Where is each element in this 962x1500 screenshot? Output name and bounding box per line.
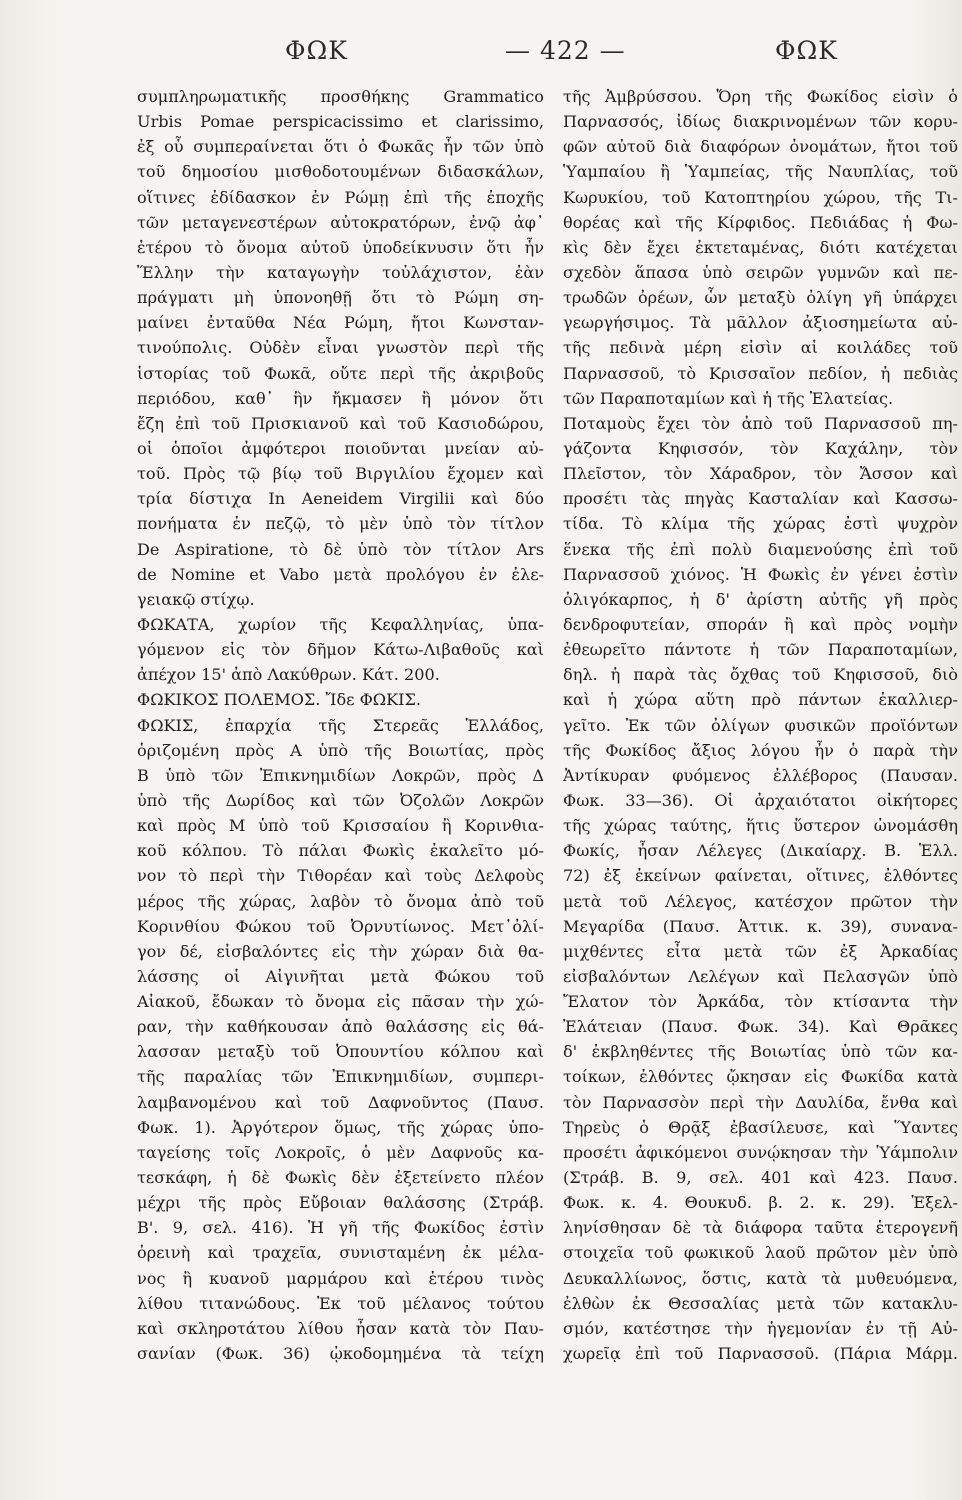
text-line: ἑτέρου τὸ ὄνομα αὐτοῦ ὑποδείκνυσιν ὅτι ἦν [137,237,544,257]
text-line: τίδα. Τὸ κλίμα τῆς χώρας ἐστὶ ψυχρὸν [563,514,958,534]
text-line: ΦΩΚΙΣ, ἐπαρχία τῆς Στερεᾶς Ἑλλάδος, [137,715,544,735]
text-line: κοῦ κόλπου. Τὸ πάλαι Φωκὶς ἐκαλεῖτο μό- [137,841,544,861]
text-line: ἐξ οὗ συμπεραίνεται ὅτι ὁ Φωκᾶς ἦν τῶν ὑπὸ [137,137,544,157]
text-line: τῆς παραλίας τῶν Ἐπικνημιδίων, συμπερι- [137,1067,544,1087]
text-line: μετὰ τοῦ Λέλεγος, κατέσχον πρῶτον τὴν [563,891,958,911]
text-line: τῆς χώρας ταύτης, ἥτις ὕστερον ὠνομάσθη [563,816,958,836]
header-left-word: ΦΩΚ [285,36,348,65]
text-line: γεῖτο. Ἐκ τῶν ὀλίγων φυσικῶν προϊόντων [563,715,958,735]
text-line: δηλ. ἡ παρὰ τὰς ὄχθας τοῦ Κηφισσοῦ, διὸ [563,665,958,685]
text-line: λάσσης οἱ Αἰγινῆται μετὰ Φώκου τοῦ [137,966,544,986]
text-line: σχεδὸν ἅπασα ὑπὸ σειρῶν γυμνῶν καὶ πε- [563,262,958,282]
text-line: ὁριζομένη πρὸς Α ὑπὸ τῆς Βοιωτίας, πρὸς [137,740,544,760]
text-line: Urbis Pomae perspicacissimo et clarissimo, [137,112,544,132]
text-line: Δευκαλλίωνος, ὅστις, κατὰ τὰ μυθευόμενα, [563,1268,958,1288]
page-number: — 422 — [505,36,626,65]
text-line: 72) ἐξ ἐκείνων φαίνεται, οἵτινες, ἐλθόντες [563,866,958,886]
text-line: τρία δίστιχα In Aeneidem Virgilii καὶ δύο [137,489,544,509]
text-line: πράγματι μὴ ὑπονοηθῇ ὅτι τὸ Ρώμη ση- [137,288,544,308]
text-line: τεσκάφη, ἡ δὲ Φωκὶς δὲν ἐξετείνετο πλέον [137,1168,544,1188]
text-line: ΦΩΚΙΚΟΣ ΠΟΛΕΜΟΣ. Ἴδε ΦΩΚΙΣ. [137,690,421,710]
left-text-column [137,84,544,1366]
text-line: Παρνασσοῦ χιόνος. Ἡ Φωκὶς ἐν γένει ἐστὶν [563,564,958,584]
text-line: τῆς Ἀμβρύσσου. Ὄρη τῆς Φωκίδος εἰσὶν ὁ [563,87,958,106]
text-line: τῆς πεδινὰ μέρη εἰσὶν αἱ κοιλάδες τοῦ [563,338,958,358]
text-line: ἐθεωρεῖτο πάντοτε ἡ τῶν Παραποταμίων, [563,640,958,660]
text-line: οἱ ὁποῖοι ἀμφότεροι ποιοῦνται μνείαν αὐ- [137,438,544,458]
text-line: τοῦ. Πρὸς τῷ βίῳ τοῦ Βιργιλίου ἔχομεν καὶ [137,464,544,484]
text-line: τῶν μεταγενεστέρων αὐτοκρατόρων, ἐνῷ ἀφ᾽ [137,212,544,232]
text-line: νον τὸ περὶ τὴν Τιθορέαν καὶ τοὺς Δελφοὺς [137,866,544,886]
text-line: καὶ σκληροτάτου λίθου ἦσαν κατὰ τὸν Παυ- [137,1318,544,1338]
text-line: ὀλιγόκαρπος, ἡ δ' ἀρίστη αὐτῆς γῆ πρὸς [563,589,958,609]
text-line: καὶ πρὸς Μ ὑπὸ τοῦ Κρισσαίου ἢ Κορινθια- [137,816,544,836]
text-line: ἀπέχον 15' ἀπὸ Λακύθρων. Κάτ. 200. [137,665,440,685]
text-line: φῶν αὐτοῦ διὰ διαφόρων ὀνομάτων, ἤτοι τοῦ [563,137,958,157]
text-line: Κωρυκίου, τοῦ Κατοπτηρίου χώρου, τῆς Τι- [563,187,958,207]
text-line: προσέτι ἀφικόμενοι συνῴκησαν τὴν Ὑάμπολιν [563,1142,958,1162]
text-line: γεωργήσιμος. Τὰ μᾶλλον ἀξιοσημείωτα αὐ- [563,313,958,333]
running-header [0,28,962,74]
text-line: ἔζη ἐπὶ τοῦ Πρισκιανοῦ καὶ τοῦ Κασιοδώρου, [137,413,544,433]
text-line: Παρνασσοῦ, τὸ Κρισσαῖον πεδίον, ἡ πεδιὰς [563,363,958,383]
text-line: Ποταμοὺς ἔχει τὸν ἀπὸ τοῦ Παρνασσοῦ πη- [563,413,958,433]
text-line: νος ἢ κυανοῦ μαρμάρου καὶ ἑτέρου τινὸς [137,1268,544,1288]
text-line: τῶν Παραποταμίων καὶ ἡ τῆς Ἐλατείας. [563,388,894,408]
text-line: Παρνασσός, ἰδίως διακρινομένων τῶν κορυ- [563,112,958,132]
text-line: (Στράβ. Β. 9, σελ. 401 καὶ 423. Παυσ. [563,1168,958,1188]
right-text-column [563,84,958,1366]
text-line: λαμβανομένου καὶ τοῦ Δαφνοῦντος (Παυσ. [137,1092,544,1112]
text-line: δ' ἐκβληθέντες τῆς Βοιωτίας ὑπὸ τῶν κα- [563,1042,958,1062]
text-line: ταγείσης τοῖς Λοκροῖς, ὁ μὲν Δαφνοῦς κα- [137,1142,544,1162]
text-line: μέχρι τῆς πρὸς Εὔβοιαν θαλάσσης (Στράβ. [137,1193,544,1213]
text-line: Κορινθίου Φώκου τοῦ Ὀρνυτίωνος. Μετ᾽ὀλί- [137,916,544,936]
text-line: περιόδου, καθ᾽ ἣν ἤκμασεν ἢ μόνον ὅτι [137,388,544,408]
text-line: Ἐλάτειαν (Παυσ. Φωκ. 34). Καὶ Θρᾶκες [563,1017,958,1037]
text-line: τρωδῶν ὀρέων, ὧν μεταξὺ ὀλίγη γῆ ὑπάρχει [563,288,958,308]
text-line: μαίνει ἐνταῦθα Νέα Ρώμη, ἤτοι Κωνσταν- [137,313,544,333]
text-line: ΦΩΚΑΤΑ, χωρίον τῆς Κεφαλληνίας, ὑπα- [137,614,544,634]
text-line: τοῦ δημοσίου μισθοδοτουμένων διδασκάλων, [137,162,544,182]
text-line: προσέτι τὰς πηγὰς Κασταλίαν καὶ Κασσω- [563,489,958,509]
text-line: Αἰακοῦ, ἔδωκαν τὸ ὄνομα εἰς πᾶσαν τὴν χώ- [137,992,544,1012]
text-line: λασσαν μεταξὺ τοῦ Ὀπουντίου κόλπου καὶ [137,1042,544,1062]
text-line: ὀρεινὴ καὶ τραχεῖα, συνισταμένη ἐκ μέλα- [137,1243,544,1263]
text-line: εἰσβαλόντων Λελέγων καὶ Πελασγῶν ὑπὸ [563,966,958,986]
text-line: λίθου τιτανώδους. Ἐκ τοῦ μέλανος τούτου [137,1293,544,1313]
text-line: σανίαν (Φωκ. 36) ᾠκοδομημένα τὰ τείχη [137,1344,544,1364]
text-line: Φωκ. 1). Ἀργότερον ὅμως, τῆς χώρας ὑπο- [137,1117,544,1137]
text-line: Τηρεὺς ὁ Θρᾷξ ἐβασίλευσε, καὶ Ὕαντες [563,1117,958,1137]
text-line: Β'. 9, σελ. 416). Ἡ γῆ τῆς Φωκίδος ἐστὶν [137,1218,544,1238]
text-line: κὶς δὲν ἔχει ἐκτεταμένας, διότι κατέχεται [563,237,958,257]
text-line: συμπληρωματικῆς προσθήκης Grammatico [137,87,544,106]
text-line: Φωκίς, ἦσαν Λέλεγες (Δικαίαρχ. Β. Ἑλλ. [563,841,958,861]
text-line: τὸν Παρνασσὸν περὶ τὴν Δαυλίδα, ἔνθα καὶ [563,1092,958,1112]
text-line: ἐλθὼν ἐκ Θεσσαλίας μετὰ τῶν κατακλυ- [563,1293,958,1313]
text-line: Β ὑπὸ τῶν Ἐπικνημιδίων Λοκρῶν, πρὸς Δ [137,765,544,785]
text-line: Πλεῖστον, τὸν Χάραδρον, τὸν Ἄσσον καὶ [563,464,958,484]
text-line: Ὑαμπαίου ἢ Ὑαμπείας, τῆς Ναυπλίας, τοῦ [563,162,958,182]
text-line: χωρεῖᾳ ἐπὶ τοῦ Παρνασσοῦ. (Πάρια Μάρμ. [563,1344,958,1364]
text-line: θορέας καὶ τῆς Κίρφιδος. Πεδιάδας ἡ Φω- [563,212,958,232]
text-line: Ἀντίκυραν φυόμενος ἐλλέβορος (Παυσαν. [563,765,958,785]
text-line: γάζοντα Κηφισσόν, τὸν Καχάλην, τὸν [563,438,958,458]
text-line: Ἔλατον τὸν Ἀρκάδα, τὸν κτίσαντα τὴν [563,992,958,1012]
text-line: γόμενον εἰς τὸν δῆμον Κάτω-Λιβαθοῦς καὶ [137,640,544,660]
text-line: στοιχεῖα τοῦ φωκικοῦ λαοῦ πρῶτον μὲν ὑπὸ [563,1243,958,1263]
text-line: De Aspiratione, τὸ δὲ ὑπὸ τὸν τίτλον Ars [137,539,544,559]
text-line: ραν, τὴν καθήκουσαν ἀπὸ θαλάσσης εἰς θά- [137,1017,544,1037]
text-line: τοίκων, ἐλθόντες ᾤκησαν εἰς Φωκίδα κατὰ [563,1067,958,1087]
text-line: ἕνεκα τῆς ἐπὶ πολὺ διαμενούσης ἐπὶ τοῦ [563,539,958,559]
text-line: Ἕλλην τὴν καταγωγὴν τοὐλάχιστον, ἐὰν [137,262,544,282]
text-line: de Nomine et Vabo μετὰ προλόγου ἐν ἐλε- [137,564,544,584]
header-right-word: ΦΩΚ [775,36,838,65]
text-line: γειακῷ στίχῳ. [137,589,255,609]
text-line: γον δέ, εἰσβαλόντες εἰς τὴν χώραν διὰ θα- [137,941,544,961]
text-line: ληνίσθησαν δὲ τὰ διάφορα ταῦτα ἑτερογενῆ [563,1218,958,1238]
text-line: τῆς Φωκίδος ἄξιος λόγου ἦν ὁ παρὰ τὴν [563,740,958,760]
text-line: Φωκ. 33—36). Οἱ ἀρχαιότατοι οἰκήτορες [563,790,958,810]
text-line: πονήματα ἐν πεζῷ, τὸ μὲν ὑπὸ τὸν τίτλον [137,514,544,534]
text-line: οἵτινες ἐδίδασκον ἐν Ρώμῃ ἐπὶ τῆς ἐποχῆς [137,187,544,207]
text-line: τινούπολις. Οὐδὲν εἶναι γνωστὸν περὶ τῆς [137,338,544,358]
text-line: ἱστορίας τοῦ Φωκᾶ, οὔτε περὶ τῆς ἀκριβοῦς [137,363,544,383]
text-line: μιχθέντες εἶτα μετὰ τῶν ἐξ Ἀρκαδίας [563,941,958,961]
text-line: Μεγαρίδα (Παυσ. Ἀττικ. κ. 39), συνανα- [563,916,958,936]
text-line: σμόν, κατέστησε τὴν ἡγεμονίαν ἐν τῇ Αὐ- [563,1318,958,1338]
text-line: μέρος τῆς χώρας, λαβὸν τὸ ὄνομα ἀπὸ τοῦ [137,891,544,911]
text-line: δενδροφυτείαν, σποράν ἢ καὶ πρὸς νομὴν [563,614,958,634]
text-line: καὶ ἡ χώρα αὕτη πρὸ πάντων ἐκαλλιερ- [563,690,958,710]
text-line: Φωκ. κ. 4. Θουκυδ. β. 2. κ. 29). Ἐξελ- [563,1193,958,1213]
text-line: ὑπὸ τῆς Δωρίδος καὶ τῶν Ὀζολῶν Λοκρῶν [137,790,544,810]
